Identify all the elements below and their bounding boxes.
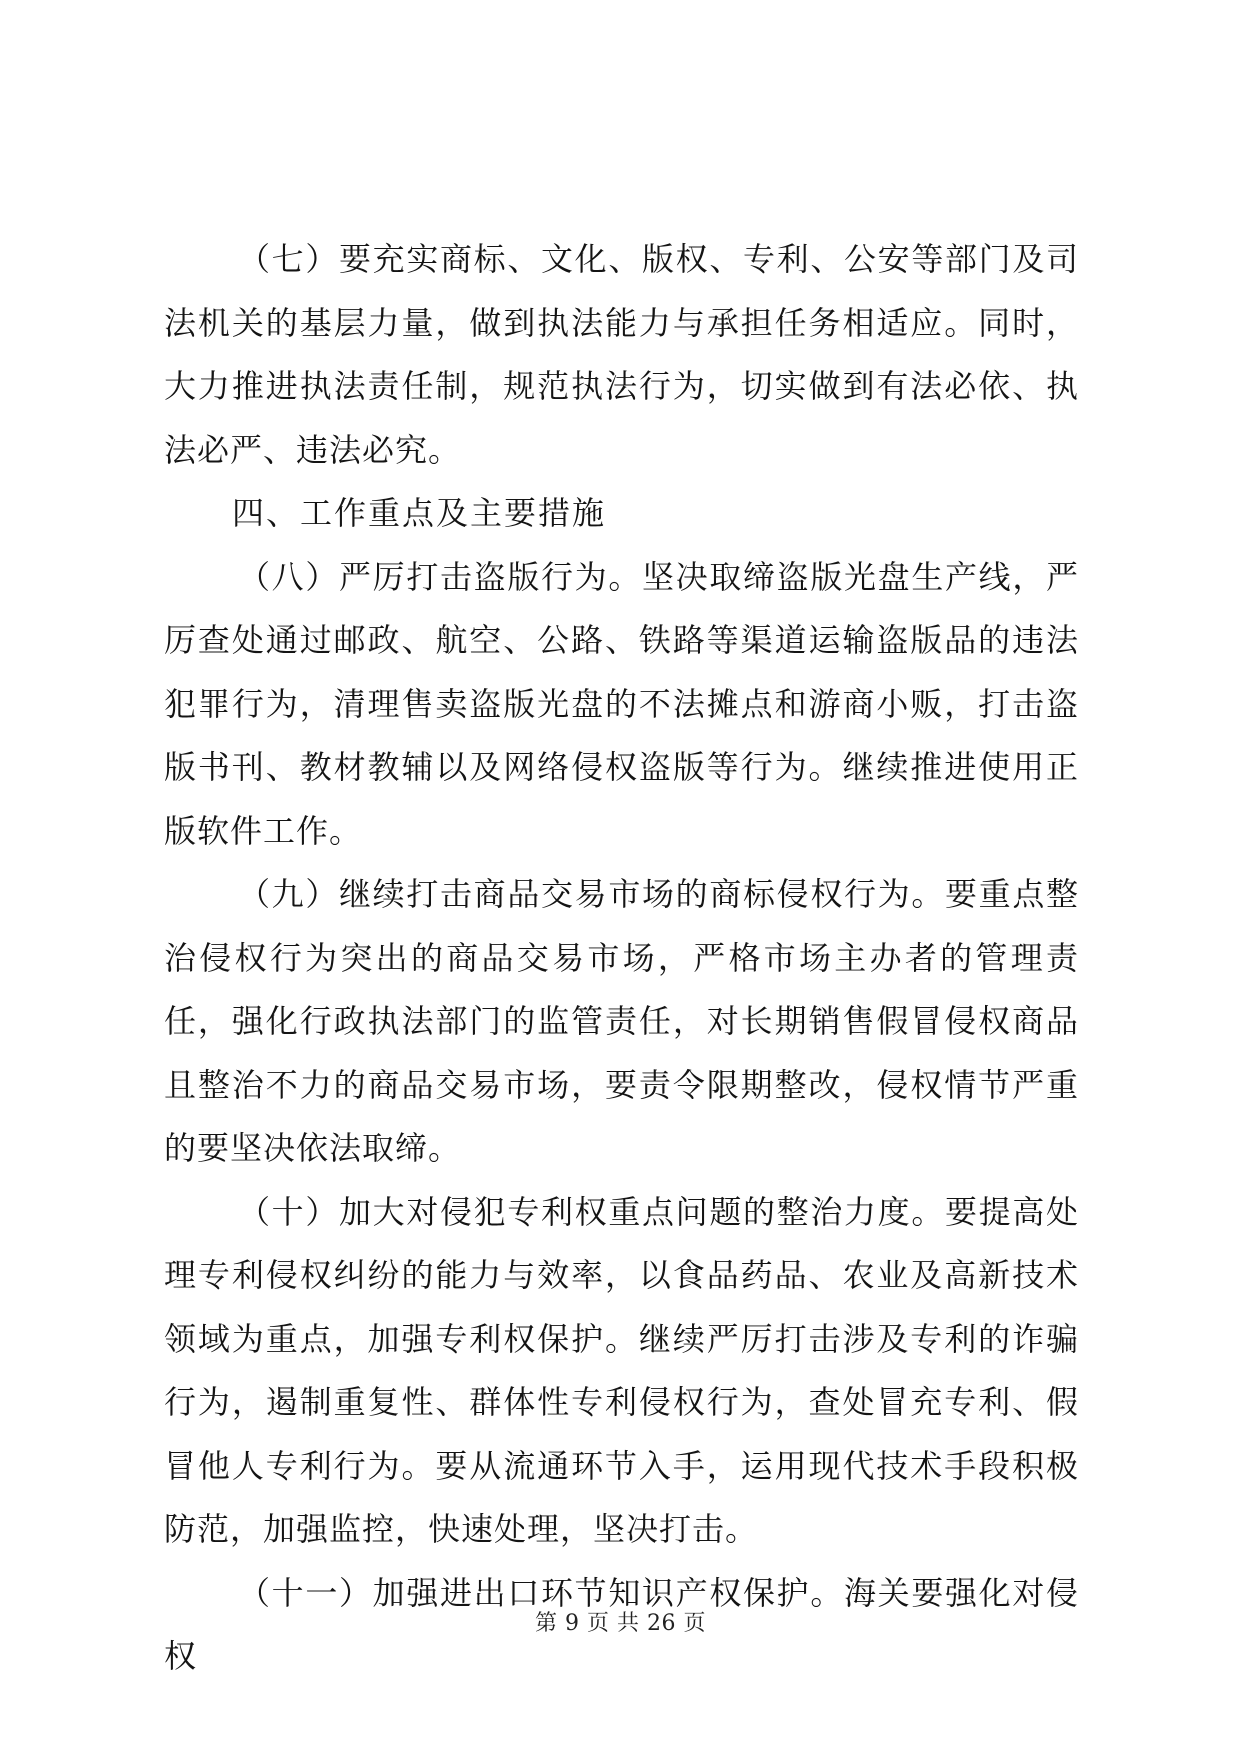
paragraph-9: （九）继续打击商品交易市场的商标侵权行为。要重点整治侵权行为突出的商品交易市场，严格市场主办者的管理责任，强化行政执法部门的监管责任，对长期销售假冒侵权商品且整治不力的商品交易市场，要责令限期整改，侵权情节严重的要坚决依法取缔。 <box>164 875 1079 1167</box>
paragraph-11: （十一）加强进出口环节知识产权保护。海关要强化对侵权 <box>164 1573 1079 1675</box>
document-body <box>164 228 1079 1689</box>
paragraph-8: （八）严厉打击盗版行为。坚决取缔盗版光盘生产线，严厉查处通过邮政、航空、公路、铁路等渠道运输盗版品的违法犯罪行为，清理售卖盗版光盘的不法摊点和游商小贩，打击盗版书刊、教材教辅以及网络侵权盗版等行为。继续推进使用正版软件工作。 <box>164 557 1079 850</box>
page-number-footer: 第 9 页 共 26 页 <box>535 1611 706 1636</box>
paragraph-10: （十）加大对侵犯专利权重点问题的整治力度。要提高处理专利侵权纠纷的能力与效率，以食品药品、农业及高新技术领域为重点，加强专利权保护。继续严厉打击涉及专利的诈骗行为，遏制重复性、群体性专利侵权行为，查处冒充专利、假冒他人专利行为。要从流通环节入手，运用现代技术手段积极防范，加强监控，快速处理，坚决打击。 <box>164 1192 1079 1548</box>
paragraph-7: （七）要充实商标、文化、版权、专利、公安等部门及司法机关的基层力量，做到执法能力与承担任务相适应。同时，大力推进执法责任制，规范执法行为，切实做到有法必依、执法必严、违法必究。 <box>164 240 1079 469</box>
section-heading: 四、工作重点及主要措施 <box>232 494 607 532</box>
